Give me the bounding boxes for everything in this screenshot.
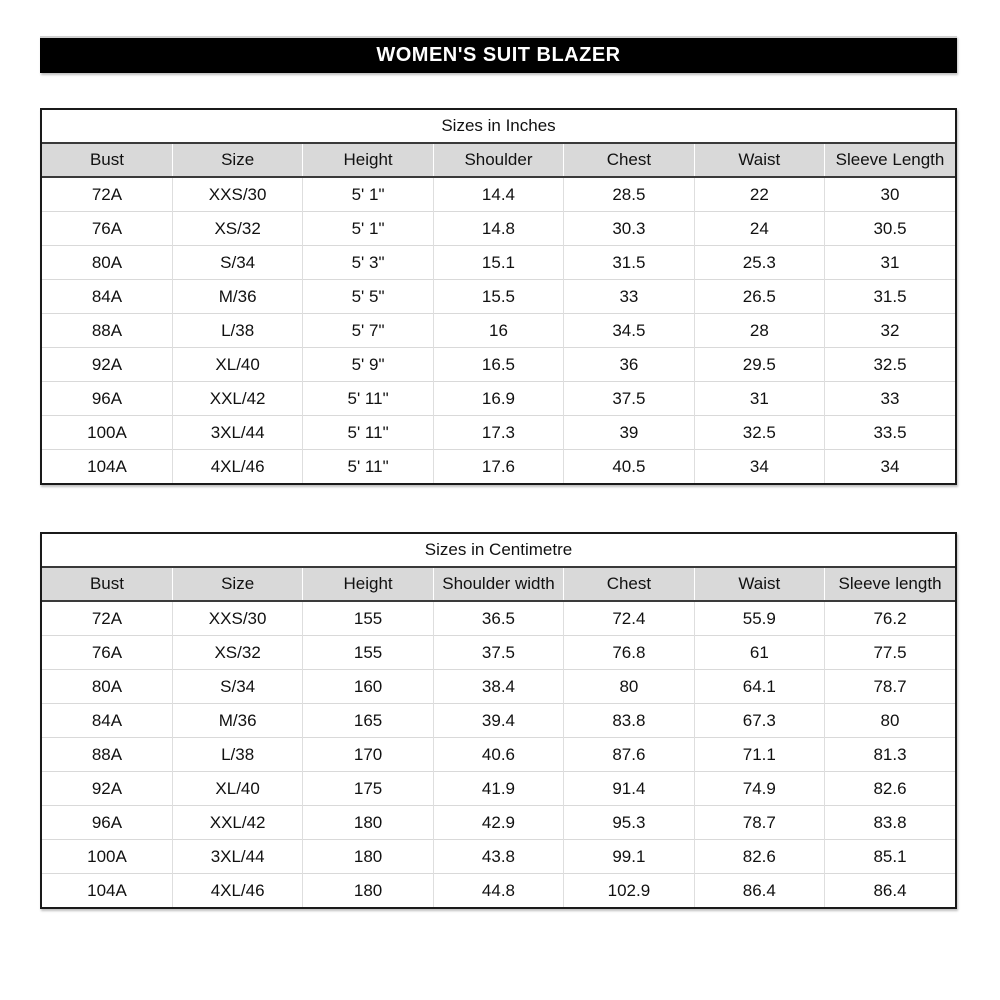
column-header: Bust: [42, 568, 172, 601]
table-cell: 3XL/44: [172, 840, 302, 874]
table-row: [42, 670, 955, 704]
table-cell: 39.4: [433, 704, 563, 738]
table-row: [42, 314, 955, 348]
table-cell: 80: [564, 670, 694, 704]
table-cell: 33: [825, 382, 955, 416]
table-cell: 30: [825, 177, 955, 212]
table-cell: 37.5: [564, 382, 694, 416]
table-cell: 29.5: [694, 348, 824, 382]
table-cell: 43.8: [433, 840, 563, 874]
column-header: Bust: [42, 144, 172, 177]
table-cell: 78.7: [694, 806, 824, 840]
centimetre-table-grid: [42, 568, 955, 907]
table-cell: 31.5: [564, 246, 694, 280]
table-row: [42, 416, 955, 450]
table-cell: 17.6: [433, 450, 563, 484]
table-cell: 80A: [42, 670, 172, 704]
table-row: [42, 246, 955, 280]
column-header: Chest: [564, 144, 694, 177]
table-row: [42, 450, 955, 484]
table-cell: 86.4: [694, 874, 824, 908]
table-cell: 76A: [42, 636, 172, 670]
table-cell: 83.8: [825, 806, 955, 840]
table-cell: 33.5: [825, 416, 955, 450]
inches-table-grid: [42, 144, 955, 483]
table-cell: 30.5: [825, 212, 955, 246]
table-cell: 180: [303, 806, 433, 840]
table-title-centimetre: Sizes in Centimetre: [42, 534, 955, 568]
table-cell: 5' 7": [303, 314, 433, 348]
table-row: [42, 382, 955, 416]
table-cell: 25.3: [694, 246, 824, 280]
table-cell: 76.2: [825, 601, 955, 636]
table-cell: 14.4: [433, 177, 563, 212]
table-cell: 5' 11": [303, 416, 433, 450]
table-row: [42, 772, 955, 806]
table-row: [42, 874, 955, 908]
table-cell: 15.1: [433, 246, 563, 280]
table-cell: M/36: [172, 280, 302, 314]
table-cell: 104A: [42, 450, 172, 484]
column-header: Height: [303, 144, 433, 177]
table-cell: 180: [303, 874, 433, 908]
column-header: Shoulder: [433, 144, 563, 177]
table-cell: 83.8: [564, 704, 694, 738]
table-cell: 33: [564, 280, 694, 314]
column-header: Waist: [694, 568, 824, 601]
table-row: [42, 348, 955, 382]
table-cell: XL/40: [172, 348, 302, 382]
table-cell: 31: [694, 382, 824, 416]
table-row: [42, 280, 955, 314]
column-header: Shoulder width: [433, 568, 563, 601]
table-cell: 76.8: [564, 636, 694, 670]
table-cell: 16: [433, 314, 563, 348]
table-cell: 78.7: [825, 670, 955, 704]
table-row: [42, 177, 955, 212]
table-cell: 170: [303, 738, 433, 772]
table-cell: 32: [825, 314, 955, 348]
product-title-banner: [40, 36, 957, 73]
table-cell: 15.5: [433, 280, 563, 314]
table-cell: 155: [303, 636, 433, 670]
table-cell: 34.5: [564, 314, 694, 348]
table-cell: 37.5: [433, 636, 563, 670]
header-row: [42, 568, 955, 601]
table-cell: 85.1: [825, 840, 955, 874]
table-row: [42, 601, 955, 636]
sizes-in-centimetre-table: [40, 532, 957, 909]
column-header: Size: [172, 568, 302, 601]
sizes-in-inches-table: [40, 108, 957, 485]
table-cell: 95.3: [564, 806, 694, 840]
table-cell: 72.4: [564, 601, 694, 636]
table-row: [42, 212, 955, 246]
table-row: [42, 738, 955, 772]
table-cell: 40.6: [433, 738, 563, 772]
table-cell: M/36: [172, 704, 302, 738]
product-title: WOMEN'S SUIT BLAZER: [376, 44, 621, 66]
table-cell: 32.5: [694, 416, 824, 450]
table-cell: 28.5: [564, 177, 694, 212]
table-cell: 4XL/46: [172, 874, 302, 908]
table-cell: 16.5: [433, 348, 563, 382]
table-row: [42, 806, 955, 840]
table-cell: 42.9: [433, 806, 563, 840]
table-cell: 74.9: [694, 772, 824, 806]
table-cell: 102.9: [564, 874, 694, 908]
table-cell: 84A: [42, 280, 172, 314]
table-cell: 5' 5": [303, 280, 433, 314]
header-row: [42, 144, 955, 177]
table-cell: XL/40: [172, 772, 302, 806]
table-cell: 99.1: [564, 840, 694, 874]
table-cell: 5' 3": [303, 246, 433, 280]
column-header: Size: [172, 144, 302, 177]
table-cell: 76A: [42, 212, 172, 246]
table-cell: 82.6: [825, 772, 955, 806]
table-cell: 22: [694, 177, 824, 212]
column-header: Sleeve Length: [825, 144, 955, 177]
column-header: Sleeve length: [825, 568, 955, 601]
table-cell: 84A: [42, 704, 172, 738]
table-cell: 100A: [42, 416, 172, 450]
table-cell: 4XL/46: [172, 450, 302, 484]
table-cell: 55.9: [694, 601, 824, 636]
table-row: [42, 704, 955, 738]
table-cell: XS/32: [172, 212, 302, 246]
column-header: Chest: [564, 568, 694, 601]
table-cell: 71.1: [694, 738, 824, 772]
table-cell: 91.4: [564, 772, 694, 806]
table-cell: 17.3: [433, 416, 563, 450]
table-cell: 34: [825, 450, 955, 484]
table-cell: 92A: [42, 772, 172, 806]
table-cell: 5' 1": [303, 212, 433, 246]
table-cell: XXS/30: [172, 177, 302, 212]
table-cell: 61: [694, 636, 824, 670]
table-cell: XXL/42: [172, 382, 302, 416]
table-cell: 26.5: [694, 280, 824, 314]
table-cell: 41.9: [433, 772, 563, 806]
column-header: Height: [303, 568, 433, 601]
table-cell: 72A: [42, 601, 172, 636]
table-cell: 5' 1": [303, 177, 433, 212]
table-cell: 165: [303, 704, 433, 738]
table-cell: 31: [825, 246, 955, 280]
table-title-inches: Sizes in Inches: [42, 110, 955, 144]
table-cell: 175: [303, 772, 433, 806]
table-cell: 5' 9": [303, 348, 433, 382]
table-cell: 40.5: [564, 450, 694, 484]
table-row: [42, 636, 955, 670]
table-cell: 64.1: [694, 670, 824, 704]
table-cell: 34: [694, 450, 824, 484]
table-cell: 14.8: [433, 212, 563, 246]
table-cell: 36: [564, 348, 694, 382]
table-cell: 5' 11": [303, 382, 433, 416]
table-cell: 30.3: [564, 212, 694, 246]
table-cell: 38.4: [433, 670, 563, 704]
table-cell: S/34: [172, 246, 302, 280]
table-cell: 104A: [42, 874, 172, 908]
table-cell: 80: [825, 704, 955, 738]
table-cell: 92A: [42, 348, 172, 382]
table-cell: 96A: [42, 806, 172, 840]
table-cell: 96A: [42, 382, 172, 416]
table-cell: 87.6: [564, 738, 694, 772]
table-cell: 180: [303, 840, 433, 874]
table-cell: 77.5: [825, 636, 955, 670]
table-cell: 86.4: [825, 874, 955, 908]
table-cell: XXS/30: [172, 601, 302, 636]
table-cell: 88A: [42, 314, 172, 348]
table-cell: 31.5: [825, 280, 955, 314]
table-cell: 100A: [42, 840, 172, 874]
table-cell: 155: [303, 601, 433, 636]
column-header: Waist: [694, 144, 824, 177]
table-cell: 88A: [42, 738, 172, 772]
table-cell: 160: [303, 670, 433, 704]
table-cell: 80A: [42, 246, 172, 280]
table-cell: 24: [694, 212, 824, 246]
table-cell: 16.9: [433, 382, 563, 416]
table-cell: 44.8: [433, 874, 563, 908]
table-cell: 67.3: [694, 704, 824, 738]
table-cell: 32.5: [825, 348, 955, 382]
table-cell: 82.6: [694, 840, 824, 874]
table-cell: 81.3: [825, 738, 955, 772]
table-cell: 39: [564, 416, 694, 450]
table-cell: XXL/42: [172, 806, 302, 840]
table-row: [42, 840, 955, 874]
table-cell: 36.5: [433, 601, 563, 636]
table-cell: S/34: [172, 670, 302, 704]
table-cell: 3XL/44: [172, 416, 302, 450]
table-cell: L/38: [172, 738, 302, 772]
table-cell: XS/32: [172, 636, 302, 670]
table-cell: 5' 11": [303, 450, 433, 484]
table-cell: 72A: [42, 177, 172, 212]
table-cell: L/38: [172, 314, 302, 348]
table-cell: 28: [694, 314, 824, 348]
